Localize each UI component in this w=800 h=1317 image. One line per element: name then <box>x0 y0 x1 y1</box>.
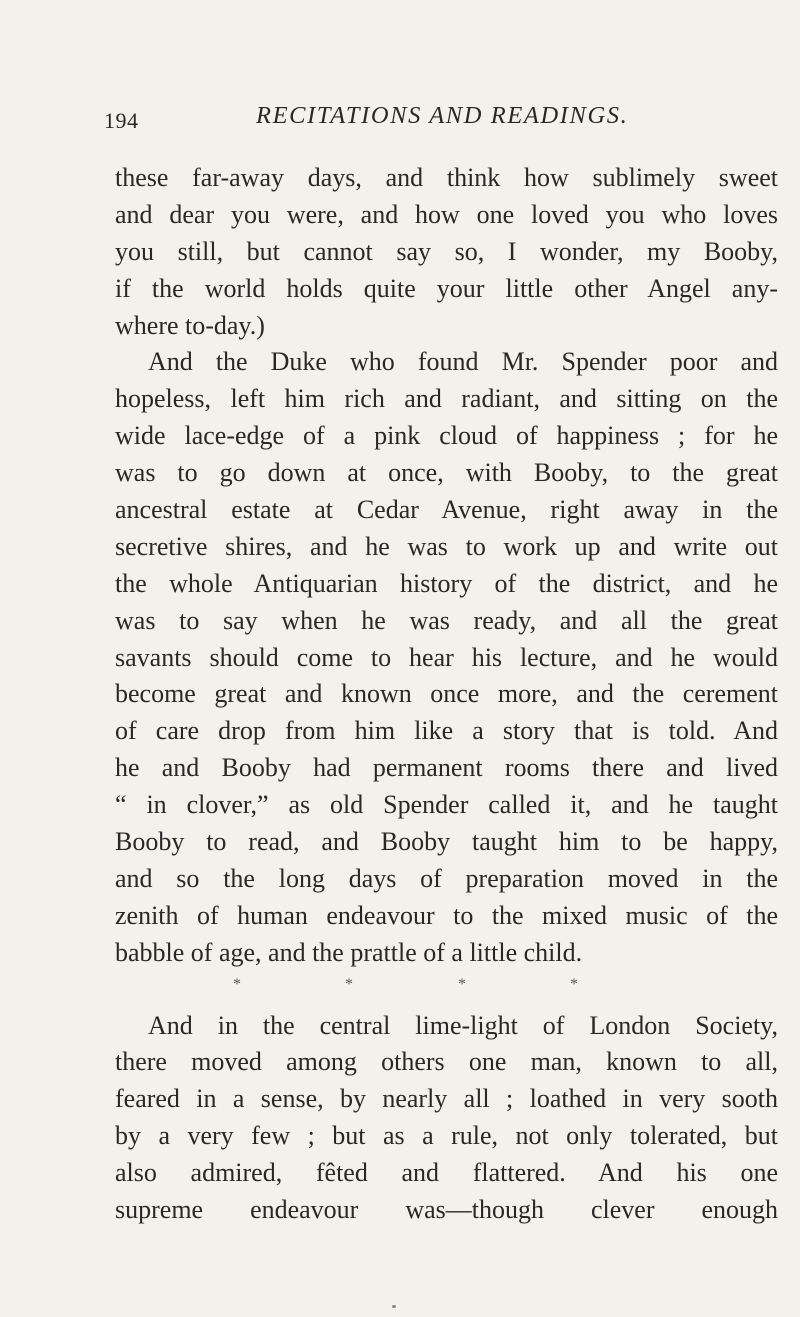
text-line: And in the central lime-light of London Society, <box>148 1010 778 1040</box>
text-line: you still, but cannot say so, I wonder, my Booby, <box>115 236 778 266</box>
text-line: “ in clover,” as old Spender called it, and he taught <box>115 790 778 820</box>
text-line: babble of age, and the prattle of a little child. <box>115 937 583 967</box>
text-line: of care drop from him like a story that is told. And <box>115 716 778 746</box>
text-line: and dear you were, and how one loved you who loves <box>115 199 778 229</box>
body-text <box>115 160 778 1229</box>
running-head <box>104 102 744 142</box>
text-line: supreme endeavour was—though clever enough <box>115 1195 778 1225</box>
asterism: * <box>570 975 578 993</box>
text-line: these far-away days, and think how sublimely sweet <box>115 163 778 192</box>
text-line: Booby to read, and Booby taught him to be happy, <box>115 827 778 857</box>
text-line: secretive shires, and he was to work up and write out <box>115 531 778 561</box>
text-line: savants should come to hear his lecture, and he would <box>115 642 778 672</box>
text-line: the whole Antiquarian history of the district, and he <box>115 568 778 598</box>
text-line: and so the long days of preparation moved in the <box>115 863 778 893</box>
running-title: RECITATIONS AND READINGS. <box>256 102 629 129</box>
page-number: 194 <box>104 108 139 133</box>
text-line: ancestral estate at Cedar Avenue, right away in the <box>115 495 778 525</box>
asterism: * <box>458 975 466 993</box>
text-line: there moved among others one man, known to all, <box>115 1047 778 1077</box>
text-line: was to go down at once, with Booby, to the great <box>115 458 778 488</box>
section-break <box>115 972 778 1008</box>
asterism: * <box>233 975 241 993</box>
text-line: was to say when he was ready, and all the great <box>115 605 778 635</box>
text-line: where to-day.) <box>115 310 265 340</box>
text-line: hopeless, left him rich and radiant, and sitting on the <box>115 384 778 414</box>
text-line: And the Duke who found Mr. Spender poor and <box>148 347 778 377</box>
asterism: * <box>345 975 353 993</box>
text-line: he and Booby had permanent rooms there and lived <box>115 753 778 783</box>
text-line: become great and known once more, and the cerement <box>115 679 778 709</box>
text-line: feared in a sense, by nearly all ; loathed in very sooth <box>115 1084 778 1114</box>
paper-speck <box>392 1305 396 1308</box>
text-line: also admired, fêted and flattered. And his one <box>115 1158 778 1188</box>
text-line: if the world holds quite your little other Angel any- <box>115 273 778 303</box>
text-line: by a very few ; but as a rule, not only tolerated, but <box>115 1121 778 1151</box>
text-line: zenith of human endeavour to the mixed music of the <box>115 900 778 930</box>
text-line: wide lace-edge of a pink cloud of happiness ; for he <box>115 421 778 451</box>
